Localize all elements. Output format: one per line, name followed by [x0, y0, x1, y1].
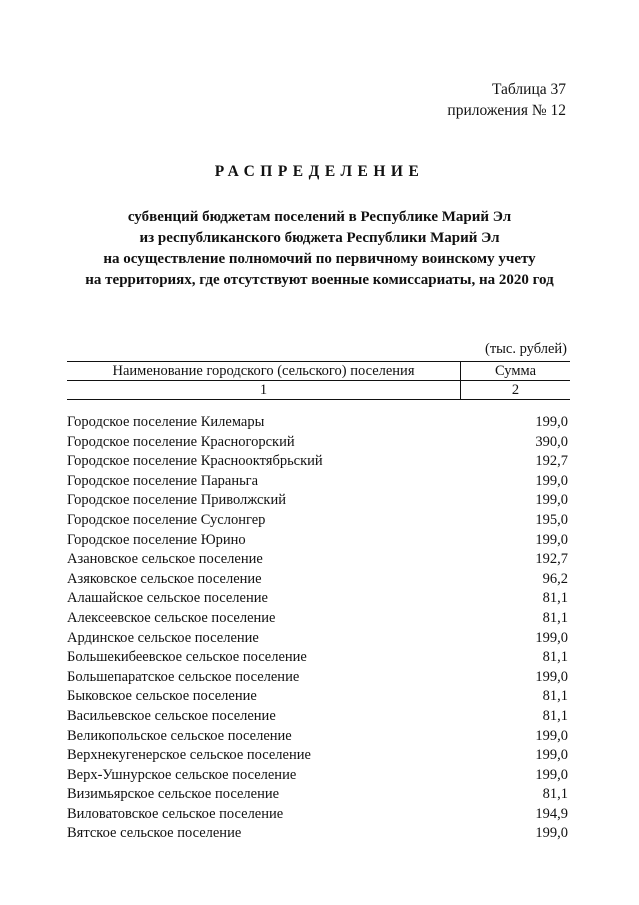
settlement-name: Большекибеевское сельское поселение — [67, 649, 307, 666]
settlement-name: Алашайское сельское поселение — [67, 590, 268, 607]
table-body — [67, 413, 570, 844]
table-row — [67, 707, 570, 727]
settlement-name: Городское поселение Красногорский — [67, 433, 295, 450]
table-row — [67, 727, 570, 747]
settlement-sum: 199,0 — [535, 414, 568, 430]
settlement-sum: 81,1 — [542, 609, 568, 626]
document-subtitle — [0, 207, 639, 291]
settlement-sum: 199,0 — [535, 668, 568, 685]
appendix-number: приложения № 12 — [447, 102, 566, 119]
table-row — [67, 531, 570, 551]
settlement-sum: 81,1 — [542, 590, 568, 607]
table-row — [67, 609, 570, 629]
settlement-name: Городское поселение Краснооктябрьский — [67, 453, 323, 470]
document-reference — [447, 79, 566, 121]
subtitle-line: на территориях, где отсутствуют военные комиссариаты, на 2020 год — [85, 272, 554, 288]
table-row — [67, 746, 570, 766]
settlement-name: Городское поселение Параньга — [67, 472, 259, 489]
settlement-sum: 81,1 — [542, 688, 568, 705]
table-row — [67, 550, 570, 570]
table-row — [67, 648, 570, 668]
settlement-name: Быковское сельское поселение — [67, 688, 257, 705]
column-header-name: Наименование городского (сельского) поселения — [67, 362, 461, 381]
table-row — [67, 766, 570, 786]
settlement-sum: 81,1 — [542, 786, 568, 803]
settlement-sum: 194,9 — [535, 805, 568, 822]
settlement-sum: 199,0 — [535, 727, 568, 744]
settlement-sum: 199,0 — [535, 825, 568, 842]
settlement-name: Виловатовское сельское поселение — [67, 805, 284, 822]
settlement-name: Визимьярское сельское поселение — [67, 786, 280, 803]
settlement-sum: 199,0 — [535, 492, 568, 509]
table-row — [67, 570, 570, 590]
settlement-name: Городское поселение Юрино — [67, 531, 246, 548]
settlement-sum: 81,1 — [542, 707, 568, 724]
table-row — [67, 413, 570, 433]
settlement-sum: 199,0 — [535, 747, 568, 764]
settlement-name: Алексеевское сельское поселение — [67, 609, 276, 626]
table-row — [67, 511, 570, 531]
table-row — [67, 433, 570, 453]
settlement-sum: 199,0 — [535, 766, 568, 783]
settlement-name: Васильевское сельское поселение — [67, 707, 276, 724]
table-row — [67, 472, 570, 492]
column-number-2: 2 — [461, 381, 571, 400]
settlement-name: Верхнекугенерское сельское поселение — [67, 747, 311, 764]
settlement-sum: 195,0 — [535, 511, 568, 528]
settlement-sum: 81,1 — [542, 649, 568, 666]
settlement-name: Большепаратское сельское поселение — [67, 668, 300, 685]
settlement-name: Азановское сельское поселение — [67, 551, 263, 568]
settlement-name: Городское поселение Килемары — [67, 414, 265, 430]
table-row — [67, 452, 570, 472]
subtitle-line: из республиканского бюджета Республики Марий Эл — [139, 230, 500, 246]
settlement-sum: 390,0 — [535, 433, 568, 450]
column-header-sum: Сумма — [461, 362, 571, 381]
document-title: РАСПРЕДЕЛЕНИЕ — [214, 163, 425, 180]
settlement-name: Великопольское сельское поселение — [67, 727, 292, 744]
settlement-sum: 199,0 — [535, 531, 568, 548]
table-row — [67, 629, 570, 649]
settlement-name: Ардинское сельское поселение — [67, 629, 259, 646]
table-row — [67, 687, 570, 707]
table-row — [67, 668, 570, 688]
settlement-sum: 96,2 — [542, 570, 568, 587]
table-row — [67, 785, 570, 805]
settlement-sum: 192,7 — [535, 551, 568, 568]
table-row — [67, 491, 570, 511]
settlement-name: Вятское сельское поселение — [67, 825, 242, 842]
settlement-name: Азяковское сельское поселение — [67, 570, 262, 587]
table-row — [67, 805, 570, 825]
settlement-name: Верх-Ушнурское сельское поселение — [67, 766, 297, 783]
subtitle-line: субвенций бюджетам поселений в Республике Марий Эл — [127, 209, 512, 225]
settlement-name: Городское поселение Приволжский — [67, 492, 287, 509]
table-row — [67, 824, 570, 844]
table-row — [67, 589, 570, 609]
settlement-sum: 192,7 — [535, 453, 568, 470]
settlement-name: Городское поселение Суслонгер — [67, 511, 266, 528]
settlement-sum: 199,0 — [535, 472, 568, 489]
subtitle-line: на осуществление полномочий по первичному воинскому учету — [103, 251, 536, 267]
table-header — [67, 361, 570, 400]
settlement-sum: 199,0 — [535, 629, 568, 646]
units-label: (тыс. рублей) — [485, 341, 567, 357]
column-number-1: 1 — [67, 381, 461, 400]
table-number: Таблица 37 — [491, 81, 566, 98]
